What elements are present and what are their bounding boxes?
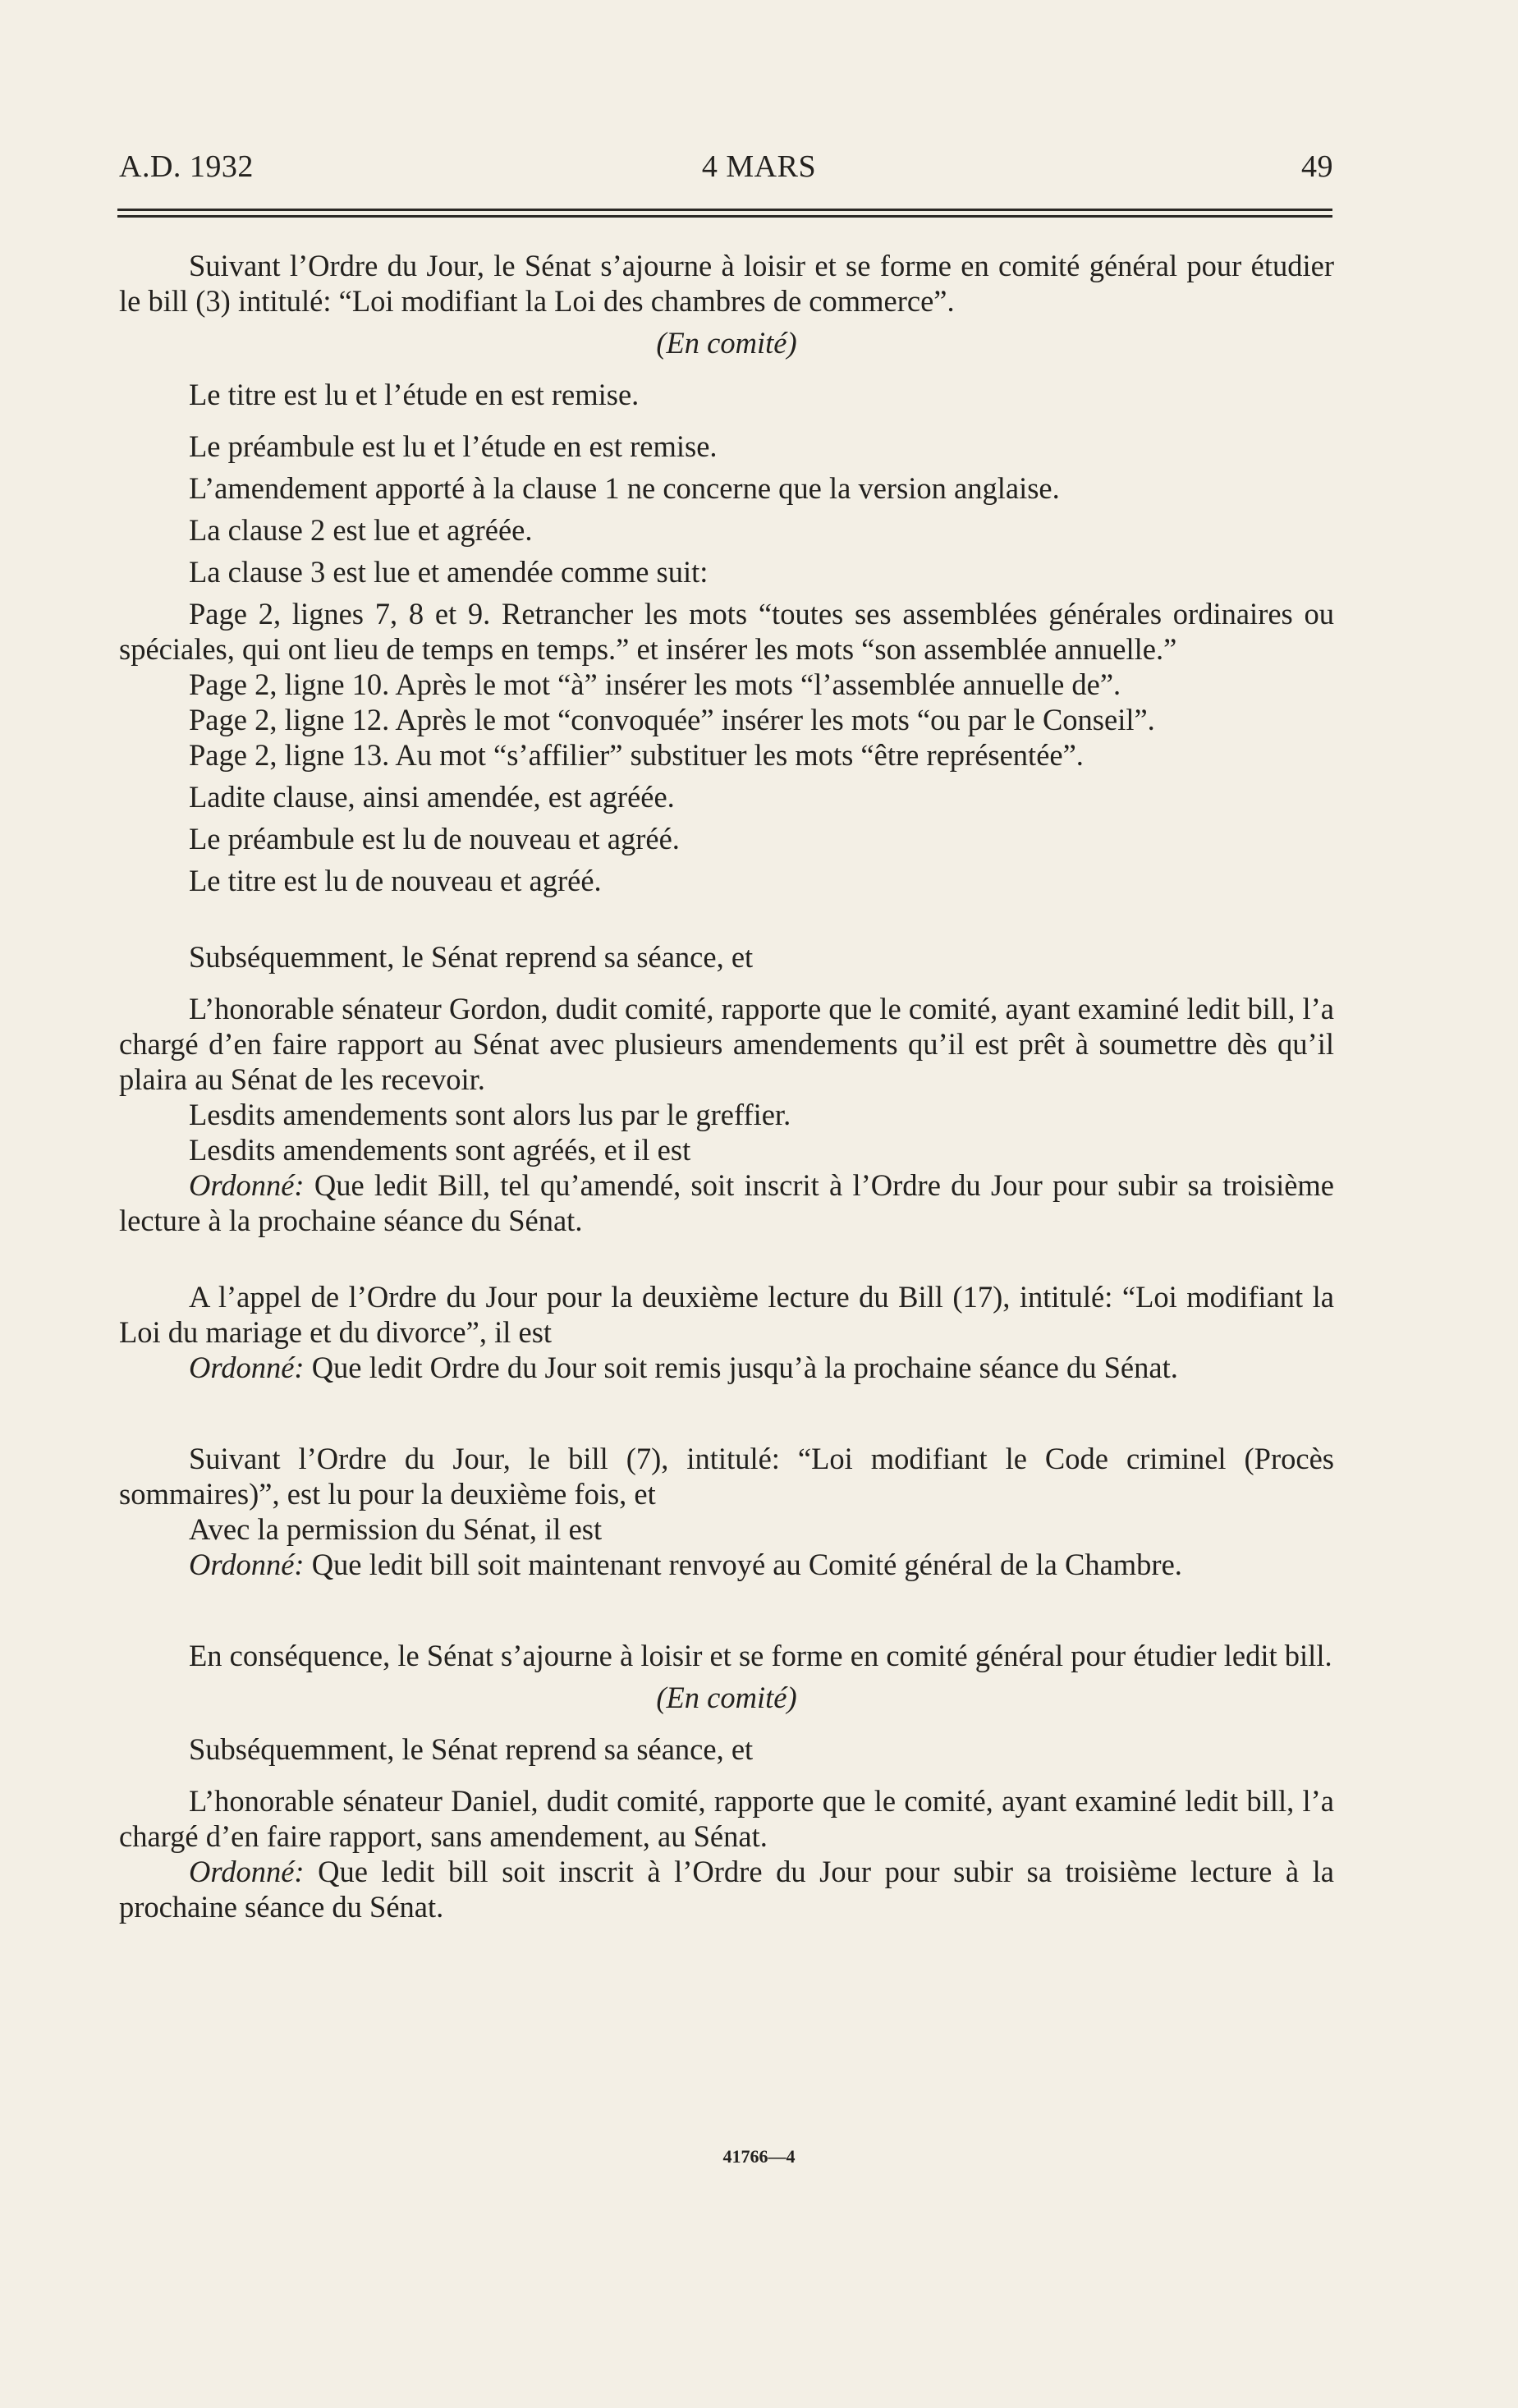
paragraph: Subséquemment, le Sénat reprend sa séance, et bbox=[189, 940, 754, 974]
printer-code: 41766—4 bbox=[722, 2146, 796, 2167]
header-year: A.D. 1932 bbox=[119, 149, 254, 184]
paragraph: Page 2, ligne 10. Après le mot “à” insérer les mots “l’assemblée annuelle de”. bbox=[189, 667, 1121, 701]
committee-heading: (En comité) bbox=[656, 1681, 797, 1714]
paragraph: L’amendement apporté à la clause 1 ne concerne que la version anglaise. bbox=[189, 471, 1060, 505]
paragraph: Le préambule est lu de nouveau et agréé. bbox=[189, 822, 680, 855]
ordered-label: Ordonné: bbox=[189, 1351, 305, 1384]
paragraph: Le titre est lu et l’étude en est remise. bbox=[189, 378, 640, 411]
paragraph: Le titre est lu de nouveau et agréé. bbox=[189, 864, 602, 897]
paragraph: A l’appel de l’Ordre du Jour pour la deuxième lecture du Bill (17), intitulé: “Loi modifiant la Loi du mariage et du divorce”, il est bbox=[119, 1280, 1334, 1349]
header-rule-top bbox=[117, 209, 1332, 211]
paragraph: Lesdits amendements sont agréés, et il est bbox=[189, 1133, 691, 1167]
order-paragraph: Ordonné: Que ledit Bill, tel qu’amendé, soit inscrit à l’Ordre du Jour pour subir sa troisième lecture à la prochaine séance du Sénat. bbox=[119, 1168, 1335, 1237]
paragraph: La clause 2 est lue et agréée. bbox=[189, 513, 533, 547]
paragraph: L’honorable sénateur Gordon, dudit comité, rapporte que le comité, ayant examiné ledit bill, l’a chargé d’en faire rapport au Sénat avec plusieurs amendements qu’il est prêt à soumettre dès qu’il plaira au Sénat de les recevoir. bbox=[119, 992, 1334, 1096]
paragraph: La clause 3 est lue et amendée comme suit: bbox=[189, 555, 709, 589]
paragraph: Page 2, ligne 13. Au mot “s’affilier” substituer les mots “être représentée”. bbox=[189, 738, 1084, 772]
ordered-label: Ordonné: bbox=[189, 1168, 305, 1202]
paragraph: Page 2, lignes 7, 8 et 9. Retrancher les mots “toutes ses assemblées générales ordinaires ou spéciales, qui ont lieu de temps en temps.” et insérer les mots “son assemblée annuelle.” bbox=[119, 597, 1334, 666]
ordered-label: Ordonné: bbox=[189, 1855, 305, 1888]
paragraph: Subséquemment, le Sénat reprend sa séance, et bbox=[189, 1732, 754, 1766]
paragraph: Avec la permission du Sénat, il est bbox=[189, 1512, 603, 1546]
paragraph: Ladite clause, ainsi amendée, est agréée. bbox=[189, 780, 675, 814]
document-body bbox=[119, 248, 1334, 1924]
paragraph: En conséquence, le Sénat s’ajourne à loisir et se forme en comité général pour étudier ledit bill. bbox=[189, 1639, 1332, 1672]
ordered-label: Ordonné: bbox=[189, 1548, 305, 1581]
page-number: 49 bbox=[1301, 149, 1333, 184]
paragraph: Suivant l’Ordre du Jour, le Sénat s’ajourne à loisir et se forme en comité général pour étudier le bill (3) intitulé: “Loi modifiant la Loi des chambres de commerce”. bbox=[119, 249, 1334, 318]
paragraph: Le préambule est lu et l’étude en est remise. bbox=[189, 429, 718, 463]
committee-heading: (En comité) bbox=[656, 326, 797, 360]
paragraph: Page 2, ligne 12. Après le mot “convoquée” insérer les mots “ou par le Conseil”. bbox=[189, 703, 1155, 736]
paragraph: Lesdits amendements sont alors lus par le greffier. bbox=[189, 1098, 791, 1131]
order-paragraph: Ordonné: Que ledit bill soit inscrit à l’Ordre du Jour pour subir sa troisième lecture à la prochaine séance du Sénat. bbox=[119, 1855, 1335, 1924]
paragraph: Suivant l’Ordre du Jour, le bill (7), intitulé: “Loi modifiant le Code criminel (Procès sommaires)”, est lu pour la deuxième fois, et bbox=[119, 1442, 1334, 1511]
header-date: 4 MARS bbox=[701, 149, 817, 184]
order-paragraph: Ordonné: Que ledit bill soit maintenant renvoyé au Comité général de la Chambre. bbox=[189, 1548, 1182, 1581]
paragraph: L’honorable sénateur Daniel, dudit comité, rapporte que le comité, ayant examiné ledit bill, l’a chargé d’en faire rapport, sans amendement, au Sénat. bbox=[119, 1784, 1334, 1853]
header-rule-bottom bbox=[117, 215, 1332, 218]
order-paragraph: Ordonné: Que ledit Ordre du Jour soit remis jusqu’à la prochaine séance du Sénat. bbox=[189, 1351, 1178, 1384]
